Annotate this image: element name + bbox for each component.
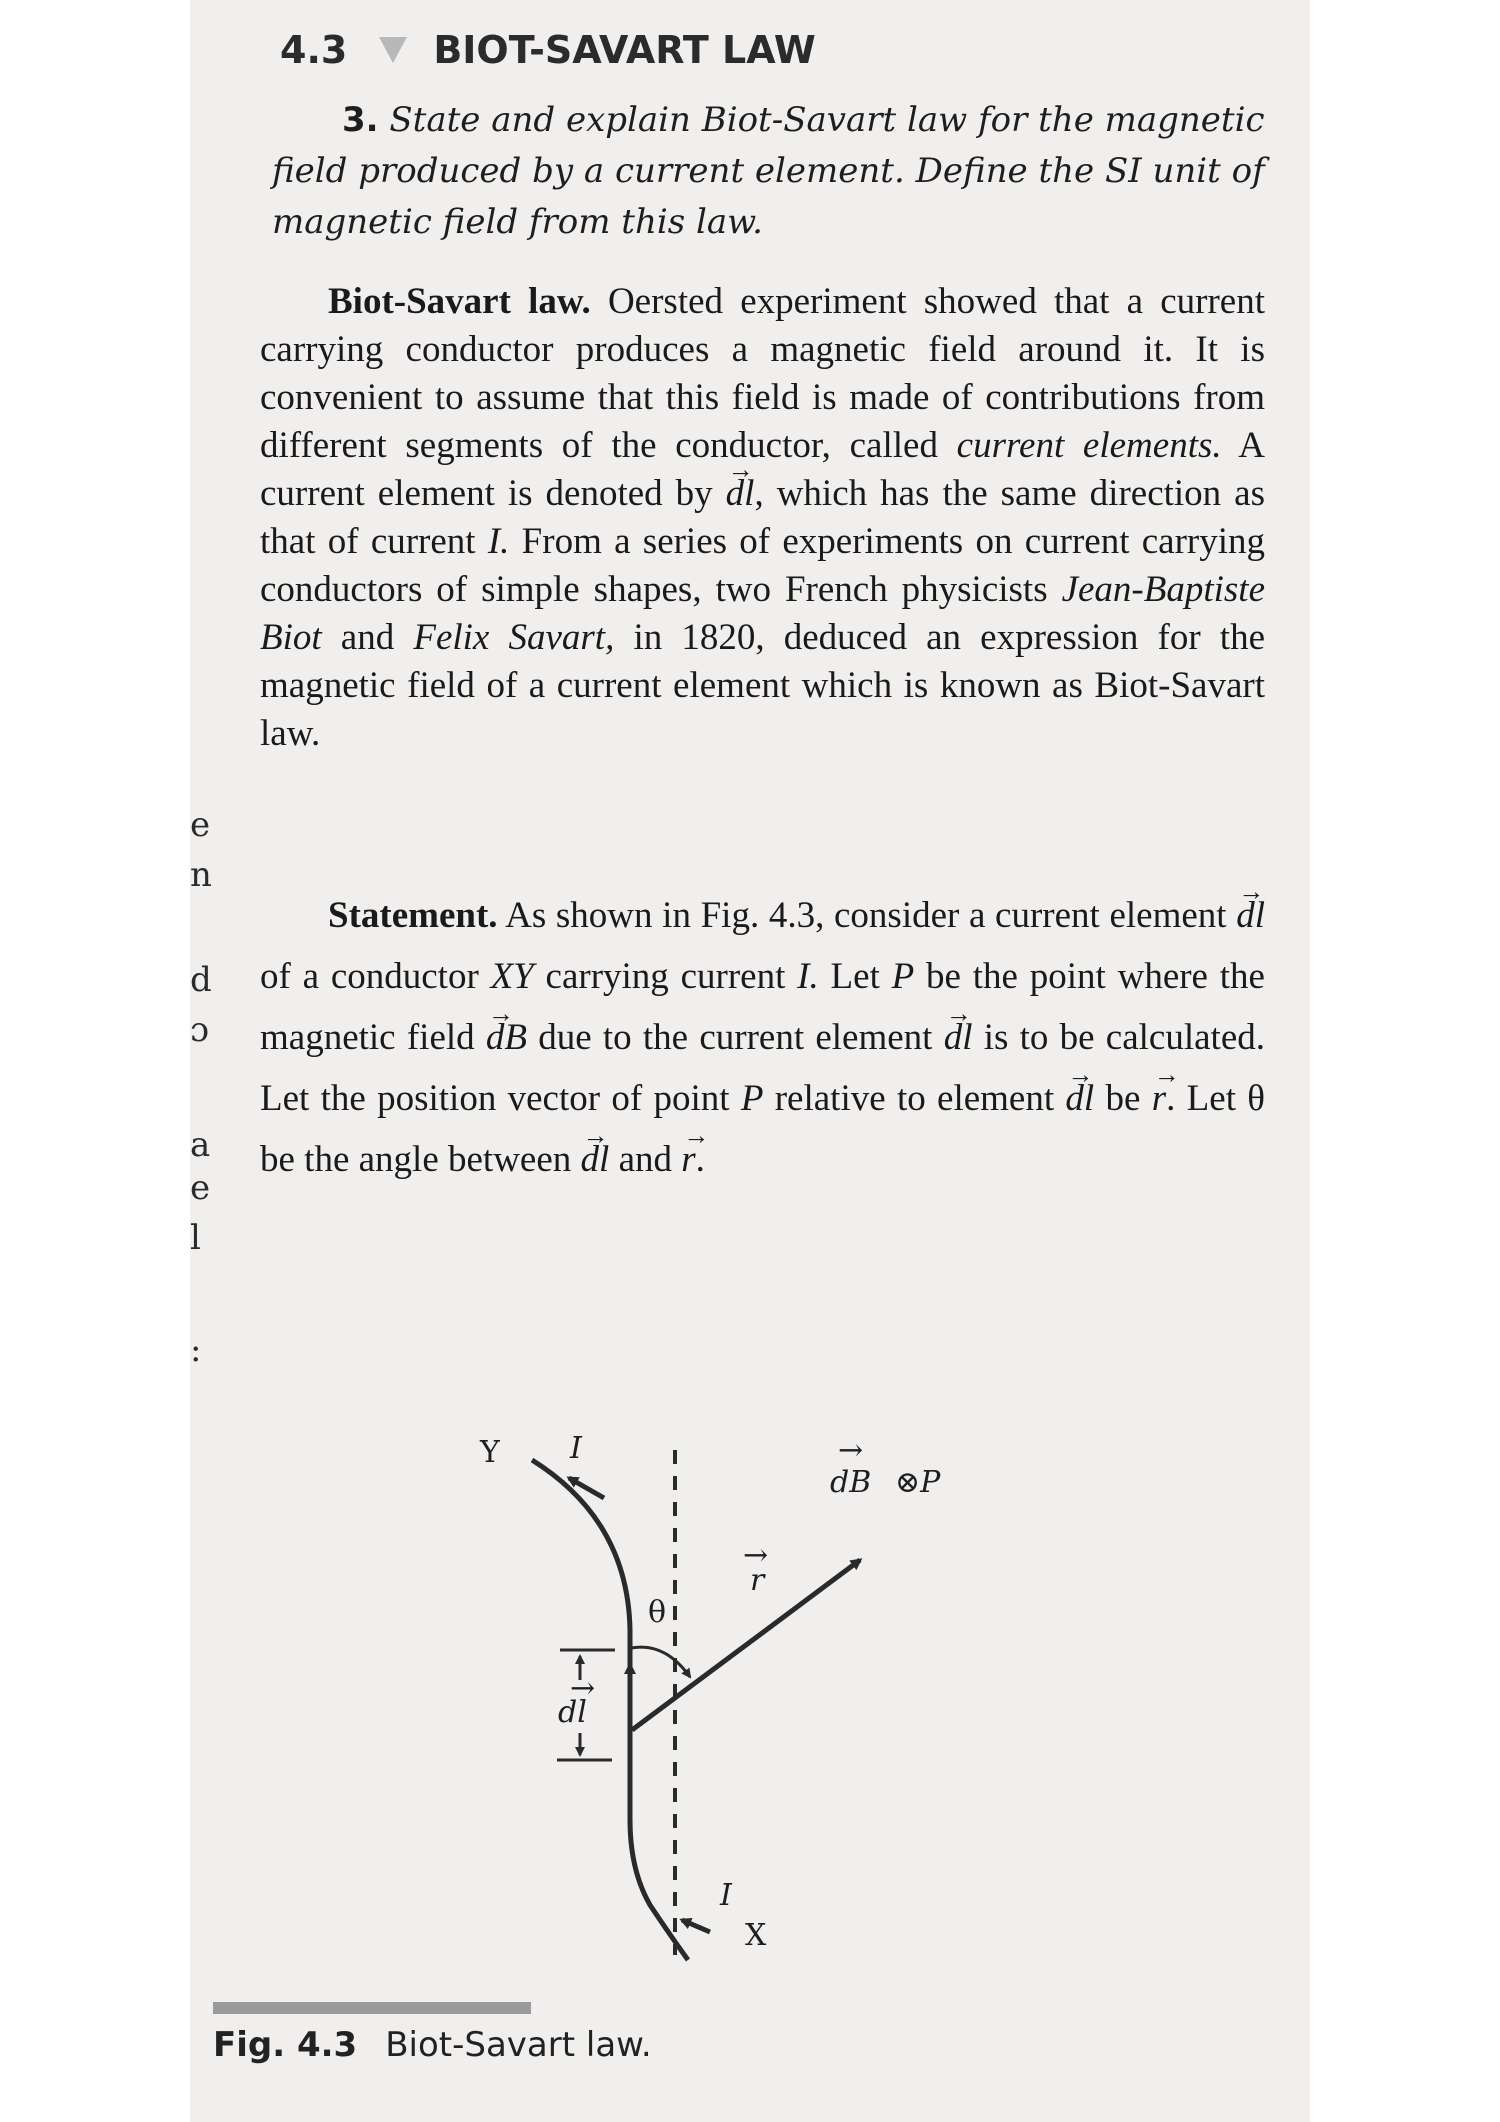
margin-letter: ɔ	[190, 1010, 210, 1050]
italic-name: Jean-Baptiste Biot	[260, 569, 1265, 658]
paragraph-text: carrying current	[533, 956, 798, 997]
paragraph-text: relative to element	[763, 1078, 1066, 1119]
paragraph-text: and	[609, 1139, 682, 1180]
italic-symbol: I.	[487, 521, 510, 562]
vector-dl: → dl	[1236, 885, 1265, 946]
figure-caption-text: Biot-Savart law.	[385, 2025, 652, 2065]
paragraph-lead: Statement.	[328, 895, 498, 936]
paragraph-text: due to the current element	[527, 1017, 944, 1058]
label-y: Y	[480, 1435, 500, 1470]
vector-dl: → dl	[944, 1007, 973, 1068]
paragraph-biot-savart-law	[260, 278, 1265, 758]
label-dB: dB	[830, 1465, 872, 1500]
dB-arrow-accent: →	[838, 1433, 864, 1468]
figure-number: Fig. 4.3	[213, 2025, 358, 2065]
italic-symbol: I.	[797, 956, 819, 997]
section-heading	[280, 28, 816, 72]
label-theta: θ	[648, 1595, 667, 1630]
paragraph-text: .	[695, 1139, 705, 1180]
question-number: 3.	[342, 100, 379, 140]
dl-arrow-accent: →	[570, 1671, 596, 1706]
paragraph-text: of a conductor	[260, 956, 491, 997]
paragraph-text: A current element is denoted by	[260, 425, 1266, 514]
paragraph-text: . Let θ be the angle between	[260, 1078, 1265, 1180]
paragraph-statement	[260, 885, 1265, 1190]
label-current-bottom: I	[720, 1878, 732, 1913]
figure-caption	[213, 2025, 652, 2065]
paragraph-text: is to be calculated. Let the position vector of point	[260, 1017, 1265, 1119]
label-point-p: ⊗P	[895, 1465, 941, 1500]
current-arrow-bottom	[682, 1920, 710, 1932]
vector-dl: → dl	[1065, 1068, 1094, 1129]
margin-letter: e	[190, 805, 211, 845]
theta-arc	[632, 1647, 690, 1677]
paragraph-text: be	[1094, 1078, 1152, 1119]
conductor-xy	[532, 1460, 688, 1960]
label-dl: dl	[558, 1695, 587, 1730]
biot-savart-diagram	[420, 1400, 1120, 1980]
vector-dl: → dl	[581, 1129, 610, 1190]
adjacent-page-margin	[190, 0, 220, 2122]
vector-r: → r	[1152, 1068, 1166, 1129]
paragraph-text: Oersted experiment showed that a current carrying conductor produces a magnetic field around it. It is convenient to assume that this field is made of contributions from different segments of the conductor, called	[260, 281, 1265, 466]
italic-name: Felix Savart,	[413, 617, 615, 658]
section-title: BIOT-SAVART LAW	[433, 28, 816, 72]
section-number: 4.3	[280, 28, 348, 72]
vector-dB: → dB	[486, 1007, 527, 1068]
italic-symbol: P	[891, 956, 915, 997]
position-vector-r	[632, 1560, 860, 1730]
italic-symbol: P	[740, 1078, 764, 1119]
vector-r: → r	[681, 1129, 695, 1190]
paragraph-lead: Biot-Savart law.	[328, 281, 591, 322]
question-text: State and explain Biot-Savart law for the magnetic field produced by a current element. Define the SI unit of magnetic field from this law.	[272, 100, 1265, 242]
label-current-top: I	[570, 1431, 582, 1466]
paragraph-text: As shown in Fig. 4.3, consider a current element	[497, 895, 1237, 936]
italic-term: current elements.	[956, 425, 1222, 466]
label-r: r	[750, 1563, 765, 1598]
margin-letter: a	[190, 1125, 211, 1165]
paragraph-text: be the point where the magnetic field	[260, 956, 1265, 1058]
margin-letter: d	[190, 960, 212, 1000]
figure-caption-bar	[213, 2002, 531, 2014]
paragraph-text: Let	[818, 956, 892, 997]
margin-letter: n	[190, 855, 212, 895]
label-x: X	[745, 1918, 767, 1953]
question	[272, 95, 1272, 248]
down-triangle-icon	[379, 37, 407, 63]
margin-letter: l	[190, 1218, 201, 1258]
r-arrow-accent: →	[743, 1538, 769, 1573]
paragraph-text: From a series of experiments on current carrying conductors of simple shapes, two French physicists	[260, 521, 1265, 610]
margin-letter: e	[190, 1168, 211, 1208]
vector-dl: → dl	[726, 470, 755, 518]
paragraph-text: in 1820, deduced an expression for the magnetic field of a current element which is known as Biot-Savart law.	[260, 617, 1265, 754]
margin-letter: :	[190, 1330, 202, 1370]
paragraph-text: , which has the same direction as that of current	[260, 473, 1265, 562]
paragraph-text: and	[321, 617, 414, 658]
italic-symbol: XY	[490, 956, 534, 997]
